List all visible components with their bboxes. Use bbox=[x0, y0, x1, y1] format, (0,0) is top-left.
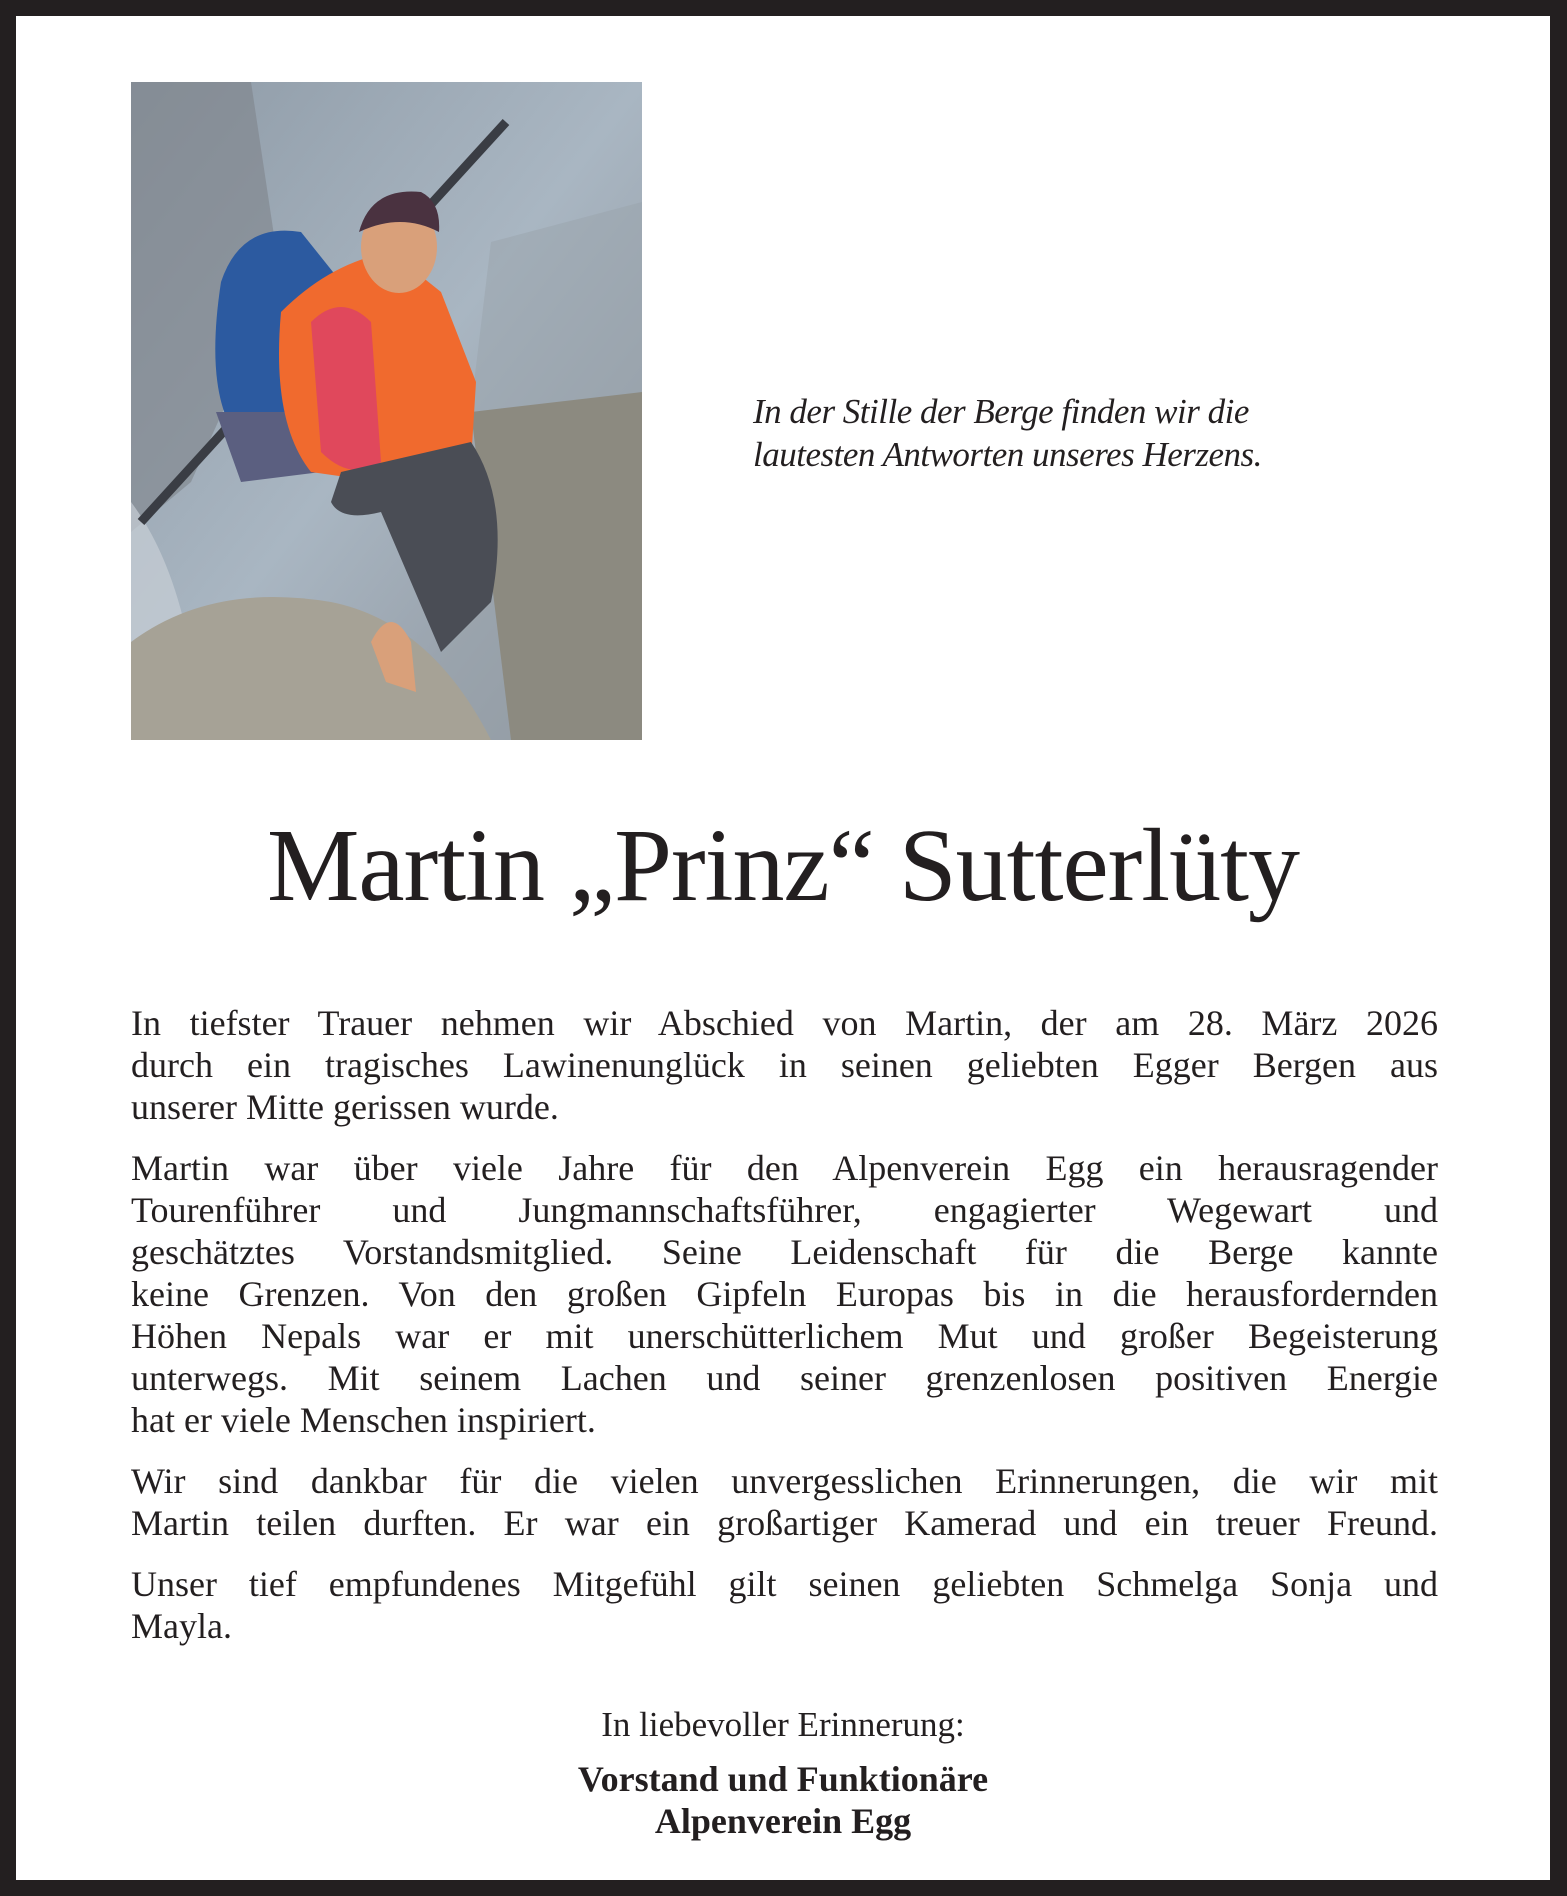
paragraph bbox=[131, 1147, 1438, 1441]
text-line: unserer Mitte gerissen wurde. bbox=[131, 1087, 559, 1127]
text-line: Wir sind dankbar für die vielen unvergesslichen Erinnerungen, die wir mit bbox=[131, 1461, 1438, 1501]
text-line: Mayla. bbox=[131, 1606, 232, 1646]
text-line: Tourenführer und Jungmannschaftsführer, engagierter Wegewart und bbox=[131, 1190, 1438, 1230]
text-line: In tiefster Trauer nehmen wir Abschied von Martin, der am 28. März 2026 bbox=[131, 1003, 1438, 1043]
quote-line: In der Stille der Berge finden wir die bbox=[753, 392, 1249, 431]
obituary-page bbox=[16, 16, 1550, 1880]
paragraph bbox=[131, 1563, 1438, 1647]
signature-intro: In liebevoller Erinnerung: bbox=[601, 1705, 965, 1744]
obituary-text bbox=[131, 1002, 1438, 1666]
signature-org-line: Vorstand und Funktionäre bbox=[577, 1759, 989, 1799]
signature-org-line: Alpenverein Egg bbox=[654, 1801, 912, 1841]
text-line: Martin war über viele Jahre für den Alpenverein Egg ein herausragender bbox=[131, 1148, 1438, 1188]
signature bbox=[16, 1704, 1550, 1842]
portrait-photo bbox=[131, 82, 642, 740]
text-line: Unser tief empfundenes Mitgefühl gilt seinen geliebten Schmelga Sonja und bbox=[131, 1564, 1438, 1604]
text-line: Martin teilen durften. Er war ein großartiger Kamerad und ein treuer Freund. bbox=[131, 1503, 1438, 1543]
deceased-name: Martin „Prinz“ Sutterlüty bbox=[266, 808, 1300, 923]
quote bbox=[753, 390, 1262, 476]
paragraph bbox=[131, 1460, 1438, 1544]
text-line: Höhen Nepals war er mit unerschütterlichem Mut und großer Begeisterung bbox=[131, 1316, 1438, 1356]
quote-line: lautesten Antworten unseres Herzens. bbox=[753, 435, 1262, 474]
text-line: unterwegs. Mit seinem Lachen und seiner grenzenlosen positiven Energie bbox=[131, 1358, 1438, 1398]
text-line: keine Grenzen. Von den großen Gipfeln Europas bis in die herausfordernden bbox=[131, 1274, 1438, 1314]
text-line: durch ein tragisches Lawinenunglück in seinen geliebten Egger Bergen aus bbox=[131, 1045, 1438, 1085]
text-line: geschätztes Vorstandsmitglied. Seine Leidenschaft für die Berge kannte bbox=[131, 1232, 1438, 1272]
paragraph bbox=[131, 1002, 1438, 1128]
text-line: hat er viele Menschen inspiriert. bbox=[131, 1400, 596, 1440]
